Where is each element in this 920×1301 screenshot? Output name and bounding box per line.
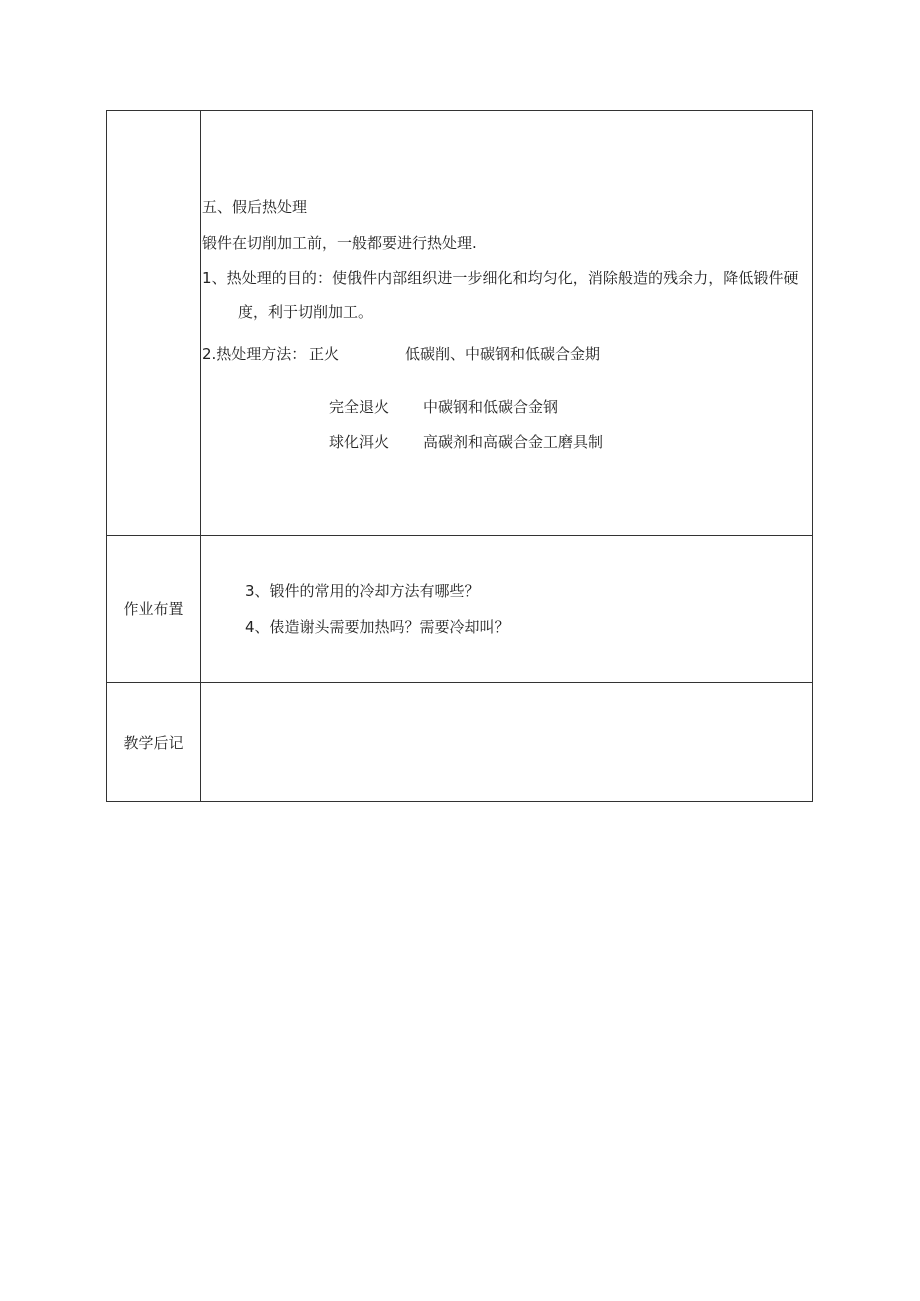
methods-label: 2.热处理方法： [202, 345, 307, 363]
homework-label: 作业布置 [123, 600, 184, 618]
lesson-table [106, 110, 813, 802]
method-applies-to: 低碳削、中碳钢和低碳合金期 [405, 345, 601, 363]
method-name: 正火 [309, 345, 340, 363]
intro-text: 锻件在切削加工前，一般都要进行热处理. [202, 234, 477, 252]
method-name: 球化洱火 [329, 433, 390, 451]
section-heading: 五、假后热处理 [202, 198, 308, 216]
purpose-line-1: 1、热处理的目的：使俄件内部组织进一步细化和均匀化，消除般造的残余力，降低锻件硬 [202, 269, 799, 287]
homework-item: 3、锻件的常用的冷却方法有哪些？ [245, 582, 480, 600]
method-applies-to: 高碳剂和高碳合金工磨具制 [423, 433, 604, 451]
purpose-line-2: 度，利于切削加工。 [238, 303, 374, 321]
column-divider [200, 111, 201, 801]
method-applies-to: 中碳钢和低碳合金钢 [423, 398, 559, 416]
reflection-label: 教学后记 [123, 734, 184, 752]
row-divider [107, 682, 812, 683]
homework-item: 4、俵造谢头需要加热吗？需要冷却叫？ [245, 618, 510, 636]
method-name: 完全退火 [329, 398, 390, 416]
row-divider [107, 535, 812, 536]
